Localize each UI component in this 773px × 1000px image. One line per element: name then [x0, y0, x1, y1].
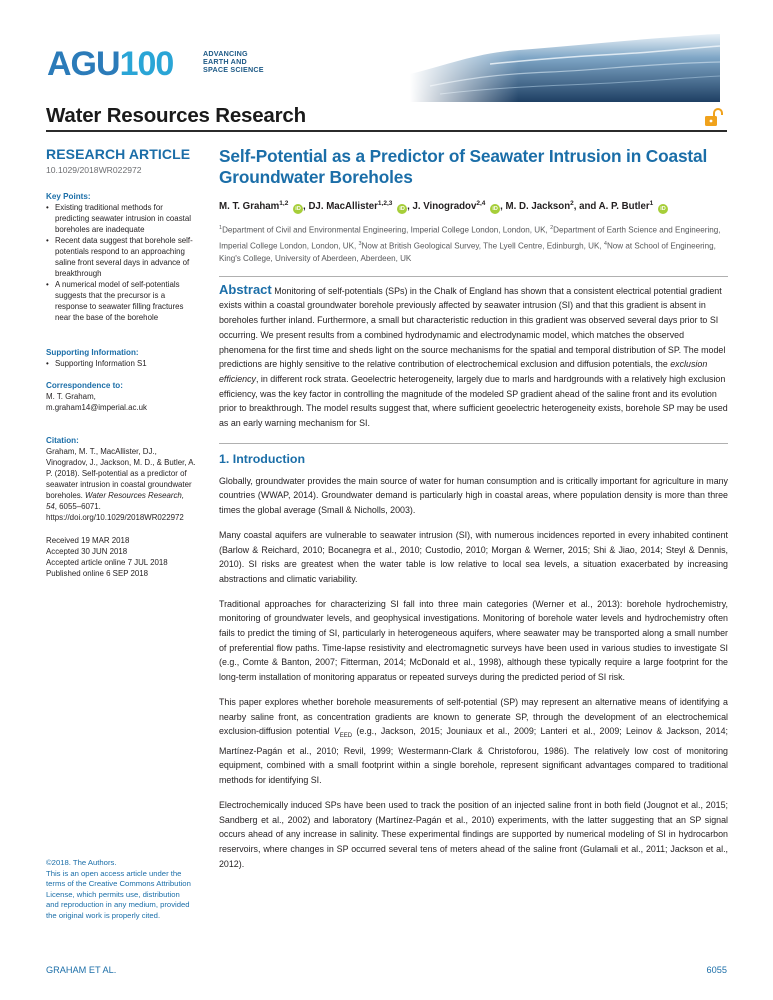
- orcid-icon[interactable]: iD: [293, 204, 303, 214]
- paragraph: Traditional approaches for characterizing SI fall into three main categories (Werner et al., 2013): borehole hydrochemistry, monitoring of groundwater levels, and geophysical investigations. Monitoring of borehole water levels and hydrochemistry often fails to predict the timing of SI, particularly in heterogeneous aquifers, where seawater may be transported along a small number of preferential flow paths. Time-lapse resistivity and electromagnetic surveys have been used in various studies to investigate SI (e.g., Comte & Banton, 2007; Fitterman, 2014; McDonald et al., 1998), although these typically require a large footprint for the long-term installation of monitoring apparatus or repeated surveys during the predicted period of SI risk.: [219, 598, 728, 683]
- affiliations: [219, 222, 728, 265]
- paragraph: Globally, groundwater provides the main source of water for human consumption and is critically important for agriculture in many countries (WWAP, 2014). Groundwater demand is particularly high in coastal areas, where population density is more than three times the global average (Small & Nicholls, 2003).: [219, 475, 728, 516]
- affil-sup: 4: [603, 240, 607, 247]
- copyright-block: [46, 858, 192, 922]
- tagline-line: SPACE SCIENCE: [203, 65, 264, 75]
- author-sup: 2,4: [476, 200, 486, 207]
- doi-link[interactable]: 10.1029/2018WR022972: [46, 165, 142, 175]
- tagline-line: ADVANCING: [203, 49, 248, 58]
- paragraph: [219, 695, 728, 788]
- symbol-v: V: [333, 726, 340, 737]
- date-published: Published online 6 SEP 2018: [46, 569, 149, 578]
- abstract-text-cont: , in different rock strata. Geoelectric heterogeneity, largely due to marls and hardgrounds with a relatively high exclusion efficiency, was the key factor in controlling the magnitude of the modeled SP gradient ahead of the saline front and its evolution prior to breakthrough. The model results suggest that, where sufficient geoelectric heterogeneity exists, borehole SP may be used as an early warning mechanism for SI.: [219, 373, 728, 429]
- correspondence-email[interactable]: m.graham14@imperial.ac.uk: [46, 403, 147, 412]
- sidebar: [46, 146, 196, 579]
- supporting-info-item[interactable]: • Supporting Information S1: [46, 358, 196, 369]
- abstract: [219, 283, 728, 431]
- supporting-info-heading: Supporting Information:: [46, 348, 139, 357]
- paragraph: Many coastal aquifers are vulnerable to seawater intrusion (SI), with numerous incidences reported in every inhabited continent (Barlow & Reichard, 2010; Bocanegra et al., 2010; Custodio, 2010; Morgan & Werner, 2015; Shi & Jiao, 2014; Steyl & Dennis, 2010). SI risks are greatest when the water table is low relative to local sea levels, a situation exacerbated by increasing abstractions and climatic variability.: [219, 529, 728, 584]
- logo-tagline: [203, 50, 264, 75]
- date-accepted: Accepted 30 JUN 2018: [46, 547, 128, 556]
- paragraph-text: This paper explores whether borehole measurements of self-potential (SP) may represent an alternative means of identifying a nearby saline front, as concentration gradients are known to generate SP, through the development of an electrochemical exclusion-diffusion potential: [219, 696, 728, 737]
- page-number: 6055: [706, 965, 727, 975]
- author-name: DJ. MacAllister: [308, 201, 378, 213]
- affiliation: Department of Civil and Environmental Engineering, Imperial College London, London, UK,: [222, 225, 551, 235]
- header-rule: [46, 130, 727, 132]
- affiliation: Now at British Geological Survey, The Lyell Centre, Edinburgh, UK,: [361, 241, 604, 251]
- paragraph-text-cont: (e.g., Jackson, 2015; Jouniaux et al., 2009; Lanteri et al., 2009; Leinov & Jackson, 2014; Martínez-Pagán et al., 2010; Revil, 1999; Westermann-Clark & Christoforou, 1986). The relatively low cost of monitoring equipment, combined with a small footprint within a single borehole, represent significant advantages compared to traditional methods for identifying SI.: [219, 726, 728, 786]
- key-point: • Existing traditional methods for predicting seawater intrusion in coastal boreholes are inadequate: [46, 202, 196, 235]
- affil-sup: 3: [358, 240, 362, 247]
- date-online: Accepted article online 7 JUL 2018: [46, 558, 168, 567]
- paragraph: Electrochemically induced SPs have been used to track the position of an injected saline front in both field (Jougnot et al., 2015; Sandberg et al., 2002) and laboratory (Martínez-Pagán et al., 2010) experiments, with the latter suggesting that an SP signal occurs ahead of any increase in salinity. These experimental findings are supported by numerical modeling of SI in hydrocarbon reservoirs, where changes in SP occurred several tens of meters ahead of the saline front (Gulamali et al., 2011; Jackson et al., 2012).: [219, 799, 728, 869]
- author-list: M. T. Graham$^{1,2}$ iD , DJ. MacAllister$^{1,2,3}$ iD , J. Vinogradov$^{2,4}$ iD , M. D. Jackson$^2$, and A. P. Butler$^1$ iD: [219, 200, 728, 214]
- orcid-icon[interactable]: iD: [658, 204, 668, 214]
- logo-100: 100: [119, 45, 174, 83]
- abstract-text: Monitoring of self-potentials (SPs) in the Chalk of England has shown that a consistent electrical potential gradient exists within a coastal groundwater borehole previously affected by seawater intrusion (SI) and that this gradient is absent in boreholes further inland. Furthermore, a small but characteristic reduction in this gradient was observed several days prior to SI occurring. We present results from a combined hydrodynamic and electrodynamic model, which matches the observed phenomena for the first time and sheds light on the source mechanisms for the spatial and temporal distribution of SP. The model predictions are highly sensitive to the relative contribution of electrochemical exclusion and diffusion potentials, the: [219, 285, 726, 370]
- article-title: Self-Potential as a Predictor of Seawater Intrusion in Coastal Groundwater Boreholes: [219, 146, 708, 187]
- agu100-logo: [47, 47, 173, 81]
- key-points-heading: Key Points:: [46, 192, 91, 201]
- journal-title: Water Resources Research: [46, 104, 306, 127]
- footer-authors: GRAHAM ET AL.: [46, 965, 117, 975]
- date-received: Received 19 MAR 2018: [46, 536, 130, 545]
- correspondence-heading: Correspondence to:: [46, 381, 123, 390]
- supporting-info-list: [46, 358, 196, 369]
- article-type: RESEARCH ARTICLE: [46, 146, 191, 162]
- affil-sup: 2: [550, 225, 554, 232]
- abstract-section: [219, 276, 728, 431]
- author-name: and A. P. Butler: [579, 201, 650, 213]
- orcid-icon[interactable]: iD: [397, 204, 407, 214]
- citation-pages[interactable]: , 6055–6071. https://doi.org/10.1029/2018WR022972: [46, 502, 184, 522]
- copyright-line: ©2018. The Authors.: [46, 858, 117, 867]
- logo-agu: AGU: [47, 45, 120, 83]
- affiliation: Department of Earth Science and Engineering, Imperial College London, London, UK,: [219, 225, 721, 251]
- citation-text: [46, 446, 196, 523]
- section-heading: 1. Introduction: [219, 451, 306, 466]
- affil-sup: 1: [219, 225, 223, 232]
- citation-journal: Water Resources Research, 54: [46, 491, 185, 511]
- author-sup: 2: [570, 200, 574, 207]
- abstract-rule: [219, 276, 728, 277]
- intro-rule: [219, 443, 728, 444]
- correspondence-name: M. T. Graham,: [46, 392, 96, 401]
- citation-heading: Citation:: [46, 436, 79, 445]
- key-point: • A numerical model of self-potentials suggests that the precursor is a response to seawater filling fractures near the base of the borehole: [46, 279, 196, 323]
- key-point: • Recent data suggest that borehole self-potentials respond to an approaching saline front several days in advance of breakthrough: [46, 235, 196, 279]
- author-name: M. T. Graham: [219, 201, 280, 213]
- author-sup: 1,2,3: [377, 200, 393, 207]
- article-dates: [46, 535, 196, 579]
- author-sup: 1: [649, 200, 654, 207]
- author-name: M. D. Jackson: [505, 201, 571, 213]
- abstract-label: Abstract: [219, 281, 272, 297]
- author-name: J. Vinogradov: [412, 201, 477, 213]
- orcid-icon[interactable]: iD: [490, 204, 500, 214]
- wave-image: [410, 34, 720, 102]
- affiliation: Now at School of Engineering, King's College, University of Aberdeen, Aberdeen, UK: [219, 241, 716, 264]
- article-main: [219, 146, 728, 871]
- symbol-sub: EED: [339, 733, 353, 740]
- author-sup: 1,2: [279, 200, 289, 207]
- key-points-list: [46, 202, 196, 323]
- license-text: This is an open access article under the terms of the Creative Commons Attribution License, which permits use, distribution and reproduction in any medium, provided the original work is properly cited.: [46, 868, 191, 920]
- open-lock-icon: [703, 108, 723, 128]
- tagline-line: EARTH AND: [203, 57, 247, 67]
- citation-body: Graham, M. T., MacAllister, DJ., Vinogradov, J., Jackson, M. D., & Butler, A. P. (2018). Self-potential as a predictor of seawater intrusion in coastal groundwater boreholes.: [46, 447, 196, 500]
- abstract-emphasis: exclusion efficiency: [219, 359, 708, 384]
